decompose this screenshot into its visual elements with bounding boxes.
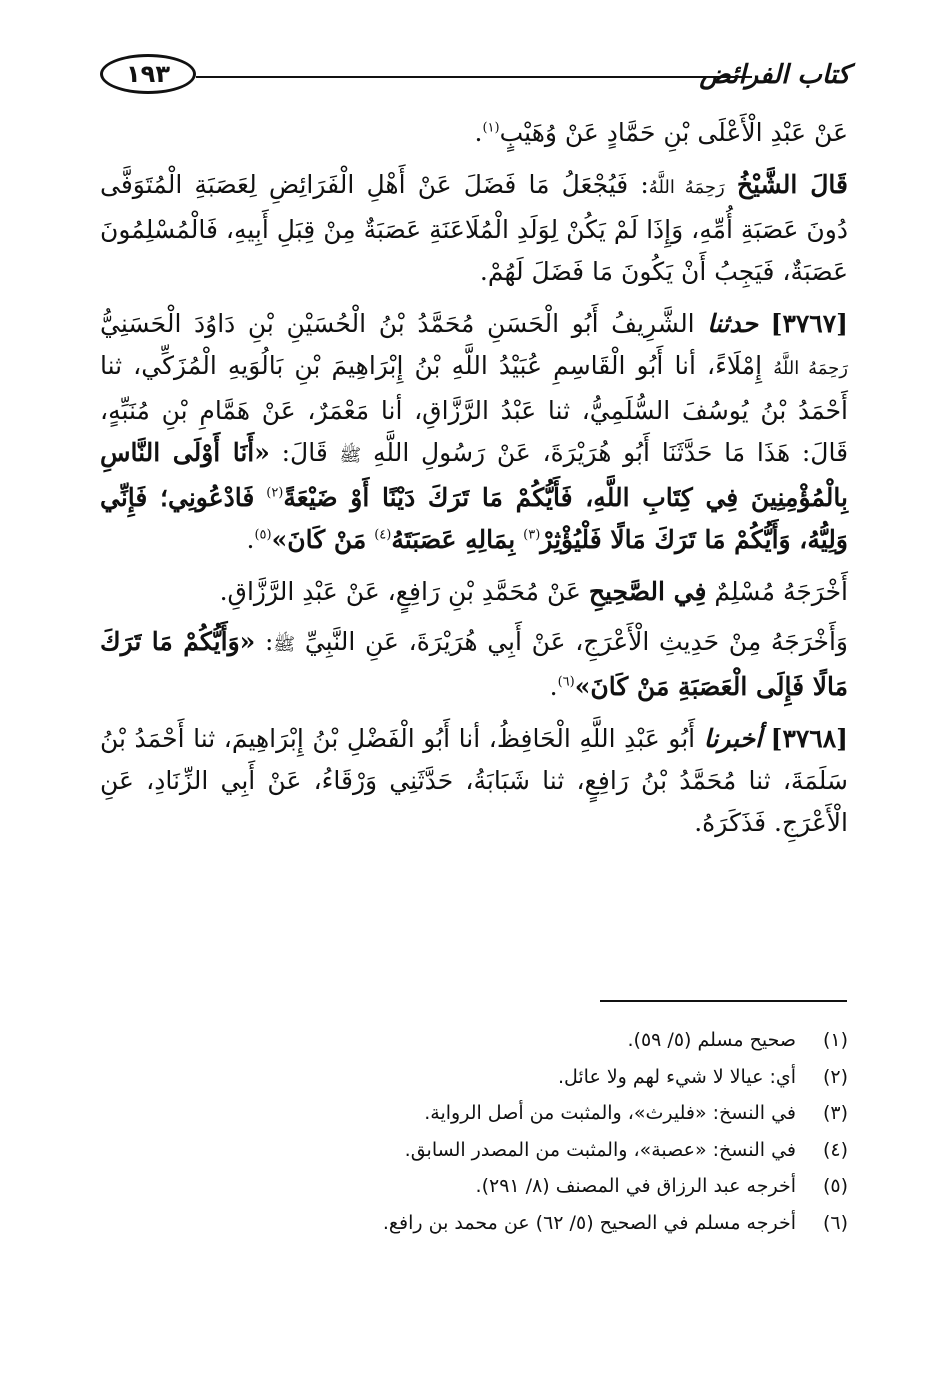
hadith-number: [٣٧٦٧]: [770, 309, 848, 338]
footnote-text: أخرجه عبد الرزاق في المصنف (٨/ ٢٩١).: [475, 1175, 796, 1197]
footnote-marker: (٥): [254, 527, 272, 543]
paragraph-text: عَنْ عَبْدِ الْأَعْلَى بْنِ حَمَّادٍ عَنْ وُهَيْبٍ: [499, 118, 848, 147]
paragraph-text: .: [549, 672, 558, 701]
footnote-text: في النسخ: «فليرث»، والمثبت من أصل الرواية.: [424, 1102, 796, 1124]
salutation-glyph: ﷺ: [273, 634, 296, 655]
paragraph-text: : فَيُجْعَلُ مَا فَضَلَ عَنْ أَهْلِ الْفَرَائِضِ لِعَصَبَةِ الْمُتَوَفَّى دُونَ عَصَبَةِ أُمِّهِ، وَإِذَا لَمْ يَكُنْ لِوَلَدِ الْمُلَاعَنَةِ عَصَبَةٌ مِنْ قِبَلِ أَبِيهِ، فَالْمُسْلِمُونَ عَصَبَةٌ، فَيَجِبُ أَنْ يَكُونَ مَا فَضَلَ لَهُمْ.: [100, 170, 848, 286]
paragraph-text: .: [246, 525, 255, 554]
page-number: ١٩٣: [100, 54, 196, 94]
main-text: [100, 112, 848, 852]
footnote-number: (٦): [822, 1211, 848, 1234]
hadith-text: «أَنَا أَوْلَى النَّاسِ بِالْمُؤْمِنِينَ فِي كِتَابِ اللَّهِ، فَأَيُّكُمْ مَا تَرَكَ دَيْنًا أَوْ ضَيْعَةً: [100, 438, 848, 512]
footnote-number: (٤): [822, 1138, 848, 1161]
footnote-text: أي: عيالا لا شيء لهم ولا عائل.: [557, 1065, 796, 1088]
paragraph-muslim-ref: [100, 571, 848, 613]
footnote-number: (٢): [822, 1065, 848, 1088]
honorific: رَحِمَهُ اللَّهُ: [648, 177, 725, 198]
hadith-3767: [100, 303, 848, 561]
footnote-marker: (٦): [557, 674, 575, 690]
footnote-marker: (١): [482, 120, 500, 136]
paragraph-chain-end: [100, 112, 848, 154]
running-title: كتاب الفرائض: [699, 60, 850, 90]
footnote-text: أخرجه مسلم في الصحيح (٥/ ٦٢) عن محمد بن رافع.: [382, 1211, 796, 1234]
page-header: [100, 52, 850, 102]
hadith-text: «وَأَيُّكُمْ مَا تَرَكَ مَالًا فَإِلَى الْعَصَبَةِ مَنْ كَانَ»: [100, 627, 848, 701]
paragraph-araj-ref: [100, 621, 848, 708]
header-rule: [196, 76, 752, 78]
footnote-marker: (٤): [374, 527, 392, 543]
chain-word: حدثنا: [707, 309, 758, 338]
paragraph-text: الشَّرِيفُ أَبُو الْحَسَنِ مُحَمَّدُ بْنُ الْحُسَيْنِ بْنِ دَاوُدَ الْحَسَنِيُّ: [100, 309, 695, 338]
footnote-marker: (٢): [266, 485, 284, 501]
hadith-3768: [100, 718, 848, 844]
chain-word: أخبرنا: [703, 724, 763, 753]
footnote-number: (٣): [822, 1102, 848, 1124]
hadith-text: بِمَالِهِ عَصَبَتَهُ: [391, 525, 516, 554]
footnote-item: [100, 1059, 848, 1096]
salutation-glyph: ﷺ: [339, 445, 362, 466]
footnote-separator: [600, 1000, 847, 1002]
paragraph-text: عَنْ مُحَمَّدِ بْنِ رَافِعٍ، عَنْ عَبْدِ الرَّزَّاقِ.: [219, 577, 581, 606]
paragraph-text: .: [474, 118, 483, 147]
book-title: فِي الصَّحِيحِ: [588, 577, 707, 606]
footnote-number: (٥): [822, 1175, 848, 1197]
hadith-text: فَادْعُونِي؛ فَإِنِّي وَلِيُّهُ، وَأَيُّكُمْ مَا تَرَكَ مَالًا فَلْيُؤْثِرْ: [100, 483, 848, 554]
footnote-text: صحيح مسلم (٥/ ٥٩).: [627, 1029, 796, 1051]
paragraph-text: أَخْرَجَهُ مُسْلِمٌ: [714, 577, 848, 606]
footnote-item: [100, 1132, 848, 1169]
paragraph-text: أَبُو عَبْدِ اللَّهِ الْحَافِظُ، أنا أَبُو الْفَضْلِ بْنُ إِبْرَاهِيمَ، ثنا أَحْمَدُ بْنُ سَلَمَةَ، ثنا مُحَمَّدُ بْنُ رَافِعٍ، ثنا شَبَابَةُ، حَدَّثَنِي وَرْقَاءُ، عَنْ أَبِي الزِّنَادِ، عَنِ الْأَعْرَجِ. فَذَكَرَهُ.: [100, 724, 848, 837]
paragraph-text: :: [264, 627, 274, 656]
footnote-number: (١): [822, 1029, 848, 1051]
footnote-text: في النسخ: «عصبة»، والمثبت من المصدر السابق.: [404, 1138, 796, 1161]
speaker-lead: قَالَ الشَّيْخُ: [736, 170, 848, 199]
honorific: رَحِمَهُ اللَّهُ: [773, 358, 848, 379]
footnote-item: [100, 1095, 848, 1132]
footnote-item: [100, 1168, 848, 1205]
paragraph-text: إِمْلَاءً، أنا أَبُو الْقَاسِمِ عُبَيْدُ اللَّهِ بْنُ إِبْرَاهِيمَ بْنِ بَالُوَيهِ الْمُزَكِّي، ثنا أَحْمَدُ بْنُ يُوسُفَ السُّلَمِيُّ، ثنا عَبْدُ الرَّزَّاقِ، أنا مَعْمَرٌ، عَنْ هَمَّامِ بْنِ مُنَبِّهٍ، قَالَ: هَذَا مَا حَدَّثَنَا أَبُو هُرَيْرَةَ، عَنْ رَسُولِ اللَّهِ: [100, 351, 849, 467]
footnotes: [100, 1022, 848, 1241]
footnote-item: [100, 1022, 848, 1059]
paragraph-text: وَأَخْرَجَهُ مِنْ حَدِيثِ الْأَعْرَجِ، عَنْ أَبِي هُرَيْرَةَ، عَنِ النَّبِيِّ: [304, 627, 849, 656]
footnote-marker: (٣): [523, 527, 541, 543]
paragraph-text: قَالَ:: [281, 438, 328, 467]
hadith-number: [٣٧٦٨]: [770, 724, 848, 753]
paragraph-sheikh-comment: [100, 164, 848, 293]
hadith-text: مَنْ كَانَ»: [271, 525, 367, 554]
footnote-item: [100, 1205, 848, 1242]
